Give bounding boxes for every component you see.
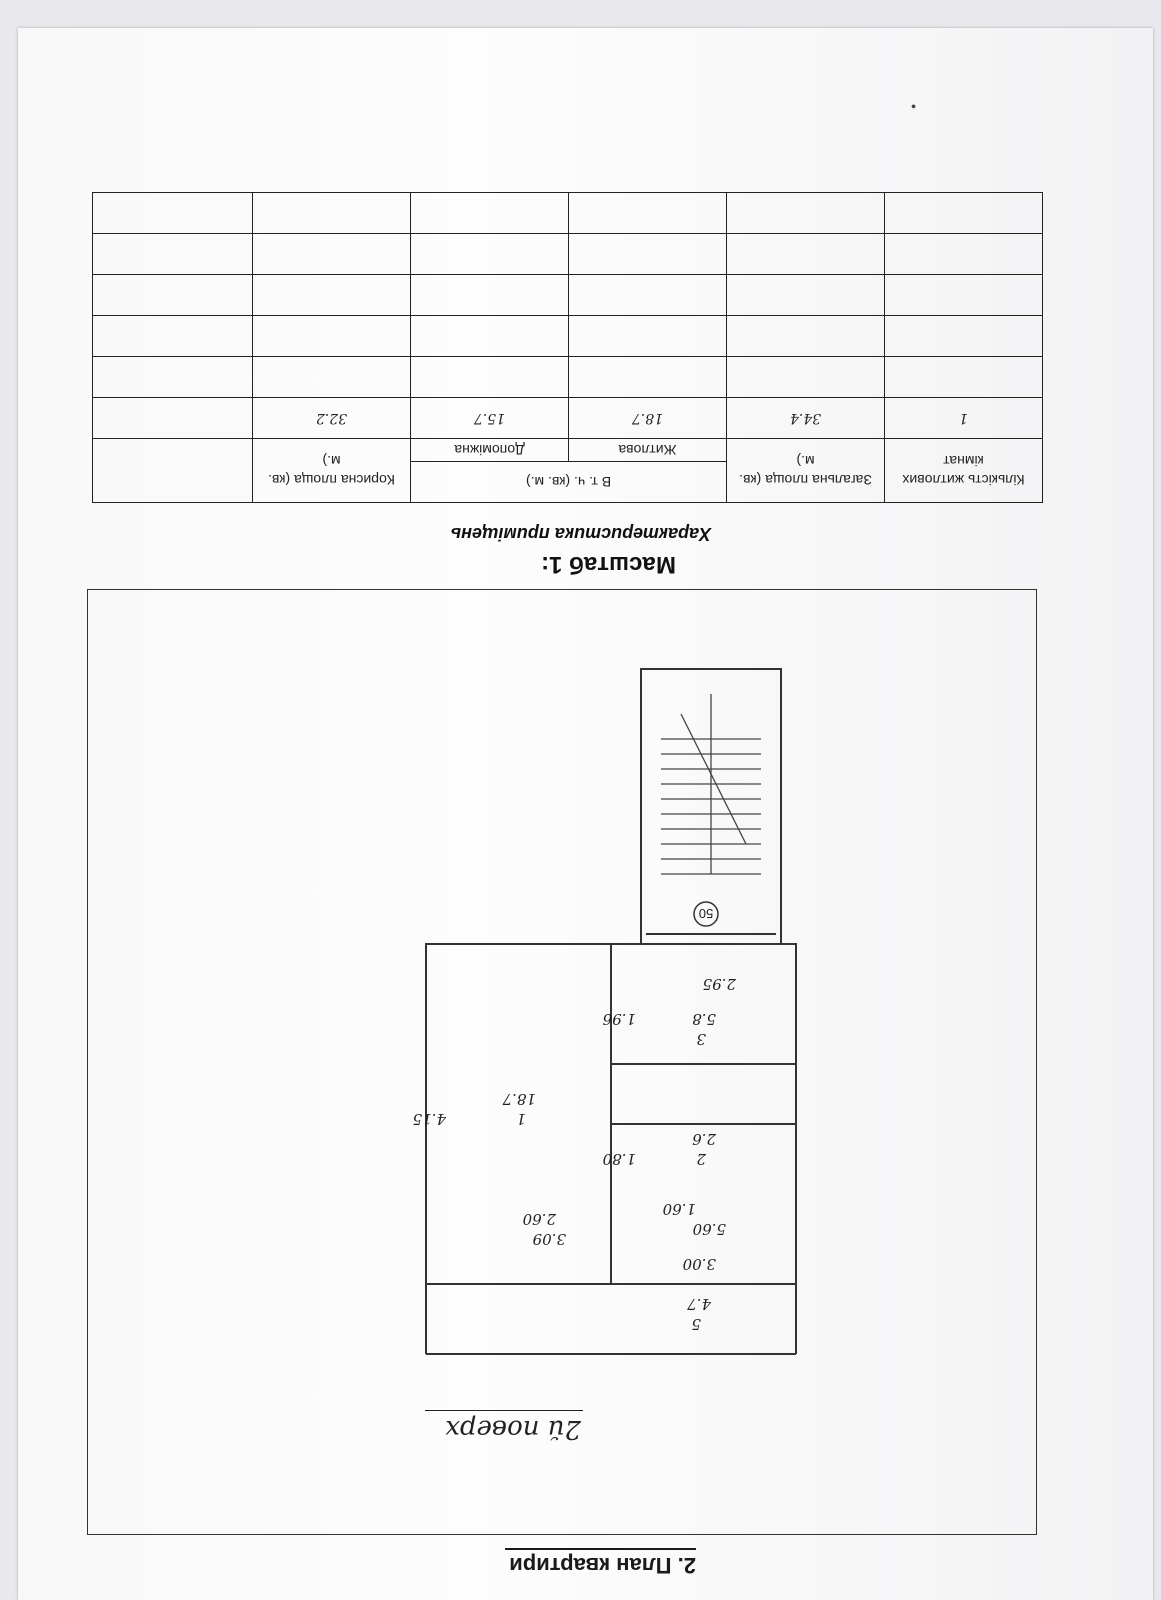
room-number: 2 xyxy=(696,1150,706,1168)
cell-rooms-count: 1 xyxy=(885,398,1043,439)
rooms-characteristics-title: Характеристика приміщень xyxy=(450,524,711,544)
dim-label: 5.60 xyxy=(692,1220,726,1238)
room-dim: 4.15 xyxy=(412,1110,446,1128)
room-dim: 1.96 xyxy=(602,1010,636,1028)
floor-plan-frame xyxy=(87,589,1037,1535)
header-rooms-count: Кількість житлових кімнат xyxy=(885,439,1043,503)
room-dim: 2.95 xyxy=(702,975,736,993)
scale-title: Масштаб 1: xyxy=(541,551,676,578)
header-total-area: Загальна площа (кв. м.) xyxy=(727,439,885,503)
scan-mark: • xyxy=(911,99,916,115)
room-dim: 1.60 xyxy=(662,1200,696,1218)
cell-total-area: 34.4 xyxy=(727,398,885,439)
room-number: 1 xyxy=(516,1110,526,1128)
header-auxiliary: Допоміжна xyxy=(411,439,569,462)
table-row xyxy=(93,357,1043,398)
table-header-row xyxy=(93,462,1043,503)
room-area: 4.7 xyxy=(687,1295,711,1313)
cell-auxiliary: 15.7 xyxy=(411,398,569,439)
room-area: 18.7 xyxy=(502,1090,536,1108)
stair-number: 50 xyxy=(698,906,714,921)
cell-useful-area: 32.2 xyxy=(253,398,411,439)
header-extra xyxy=(93,439,253,503)
room-area: 5.8 xyxy=(692,1010,716,1028)
floor-plan-drawing xyxy=(88,590,1036,1534)
table-row xyxy=(93,193,1043,234)
room-dim: 2.60 xyxy=(522,1210,556,1228)
floor-label: 2й поверх xyxy=(445,1414,581,1444)
room-area: 2.6 xyxy=(692,1130,716,1148)
header-living: Житлова xyxy=(569,439,727,462)
table-row xyxy=(93,234,1043,275)
room-number: 5 xyxy=(691,1315,701,1333)
room-number: 3 xyxy=(696,1030,706,1048)
header-useful-area: Корисна площа (кв. м.) xyxy=(253,439,411,503)
table-row xyxy=(93,275,1043,316)
dim-label: 3.00 xyxy=(682,1255,716,1273)
table-row xyxy=(93,398,1043,439)
cell-extra xyxy=(93,398,253,439)
room-dim: 1.80 xyxy=(602,1150,636,1168)
section-title: 2. План квартири xyxy=(509,1553,696,1578)
room-dim: 3.09 xyxy=(532,1230,566,1248)
header-including: В т. ч. (кв. м.) xyxy=(411,462,727,503)
table-row xyxy=(93,316,1043,357)
rooms-characteristics-table xyxy=(92,192,1043,503)
cell-living: 18.7 xyxy=(569,398,727,439)
